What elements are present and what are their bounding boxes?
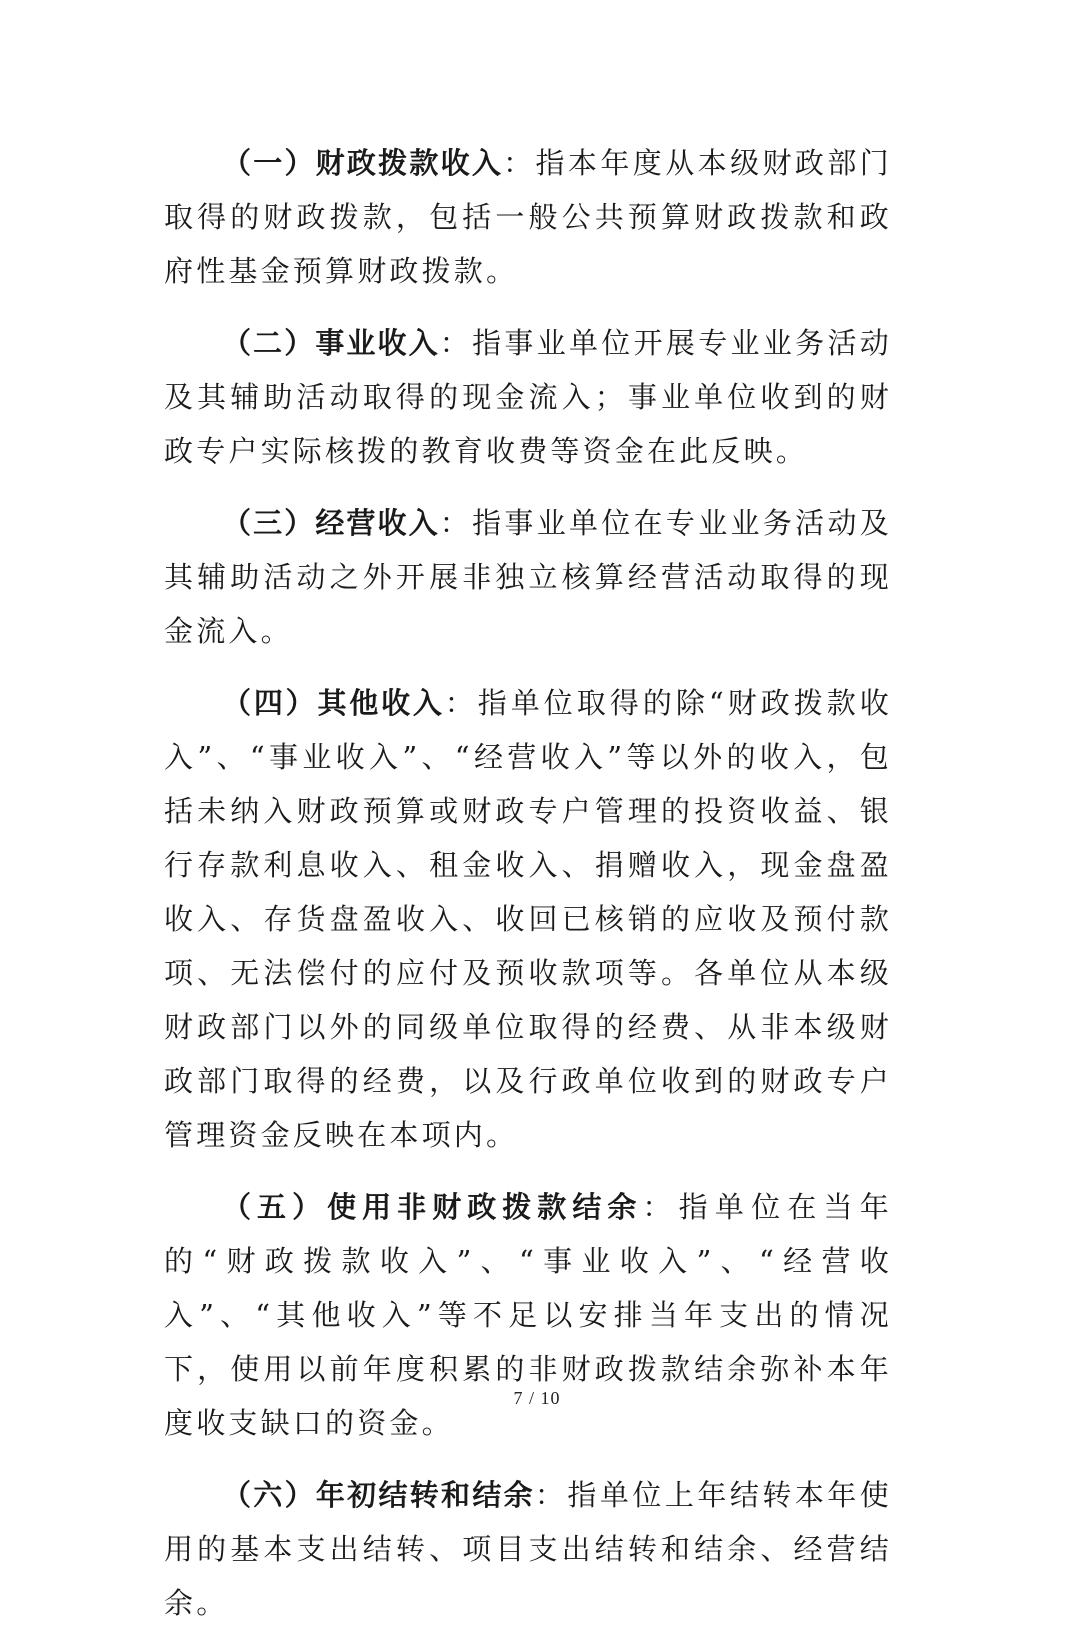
paragraph-fiscal-appropriation-income: [164, 136, 892, 298]
paragraph-other-income: [164, 676, 892, 1162]
paragraph-text: ：指单位取得的除“财政拨款收入”、“事业收入”、“经营收入”等以外的收入，包括未纳入财政预算或财政专户管理的投资收益、银行存款利息收入、租金收入、捐赠收入，现金盘盈收入、存货盘盈收入、收回已核销的应收及预付款项、无法偿付的应付及预收款项等。各单位从本级财政部门以外的同级单位取得的经费、从非本级财政部门取得的经费，以及行政单位收到的财政专户管理资金反映在本项内。: [164, 686, 892, 1152]
paragraph-text: ：指事业单位开展专业业务活动及其辅助活动取得的现金流入；事业单位收到的财政专户实际核拨的教育收费等资金在此反映。: [164, 326, 892, 468]
page-number: 7 / 10: [513, 1388, 561, 1408]
paragraph-heading: （四）其他收入: [222, 686, 445, 720]
paragraph-text: ：指单位上年结转本年使用的基本支出结转、项目支出结转和结余、经营结余。: [164, 1478, 892, 1620]
paragraph-business-income: [164, 316, 892, 478]
paragraph-text: ：指单位在当年的“财政拨款收入”、“事业收入”、“经营收入”、“其他收入”等不足以安排当年支出的情况下，使用以前年度积累的非财政拨款结余弥补本年度收支缺口的资金。: [164, 1190, 892, 1440]
paragraph-text: ：指本年度从本级财政部门取得的财政拨款，包括一般公共预算财政拨款和政府性基金预算财政拨款。: [164, 146, 892, 288]
paragraph-beginning-carryover: [164, 1468, 892, 1630]
paragraph-heading: （二）事业收入: [222, 326, 440, 360]
paragraph-heading: （一）财政拨款收入: [222, 146, 504, 180]
document-body: [164, 136, 892, 1648]
paragraph-operating-income: [164, 496, 892, 658]
paragraph-non-fiscal-balance-used: [164, 1180, 892, 1450]
paragraph-heading: （六）年初结转和结余: [222, 1478, 535, 1512]
paragraph-text: ：指事业单位在专业业务活动及其辅助活动之外开展非独立核算经营活动取得的现金流入。: [164, 506, 892, 648]
paragraph-heading: （三）经营收入: [222, 506, 440, 540]
paragraph-heading: （五）使用非财政拨款结余: [222, 1190, 643, 1224]
